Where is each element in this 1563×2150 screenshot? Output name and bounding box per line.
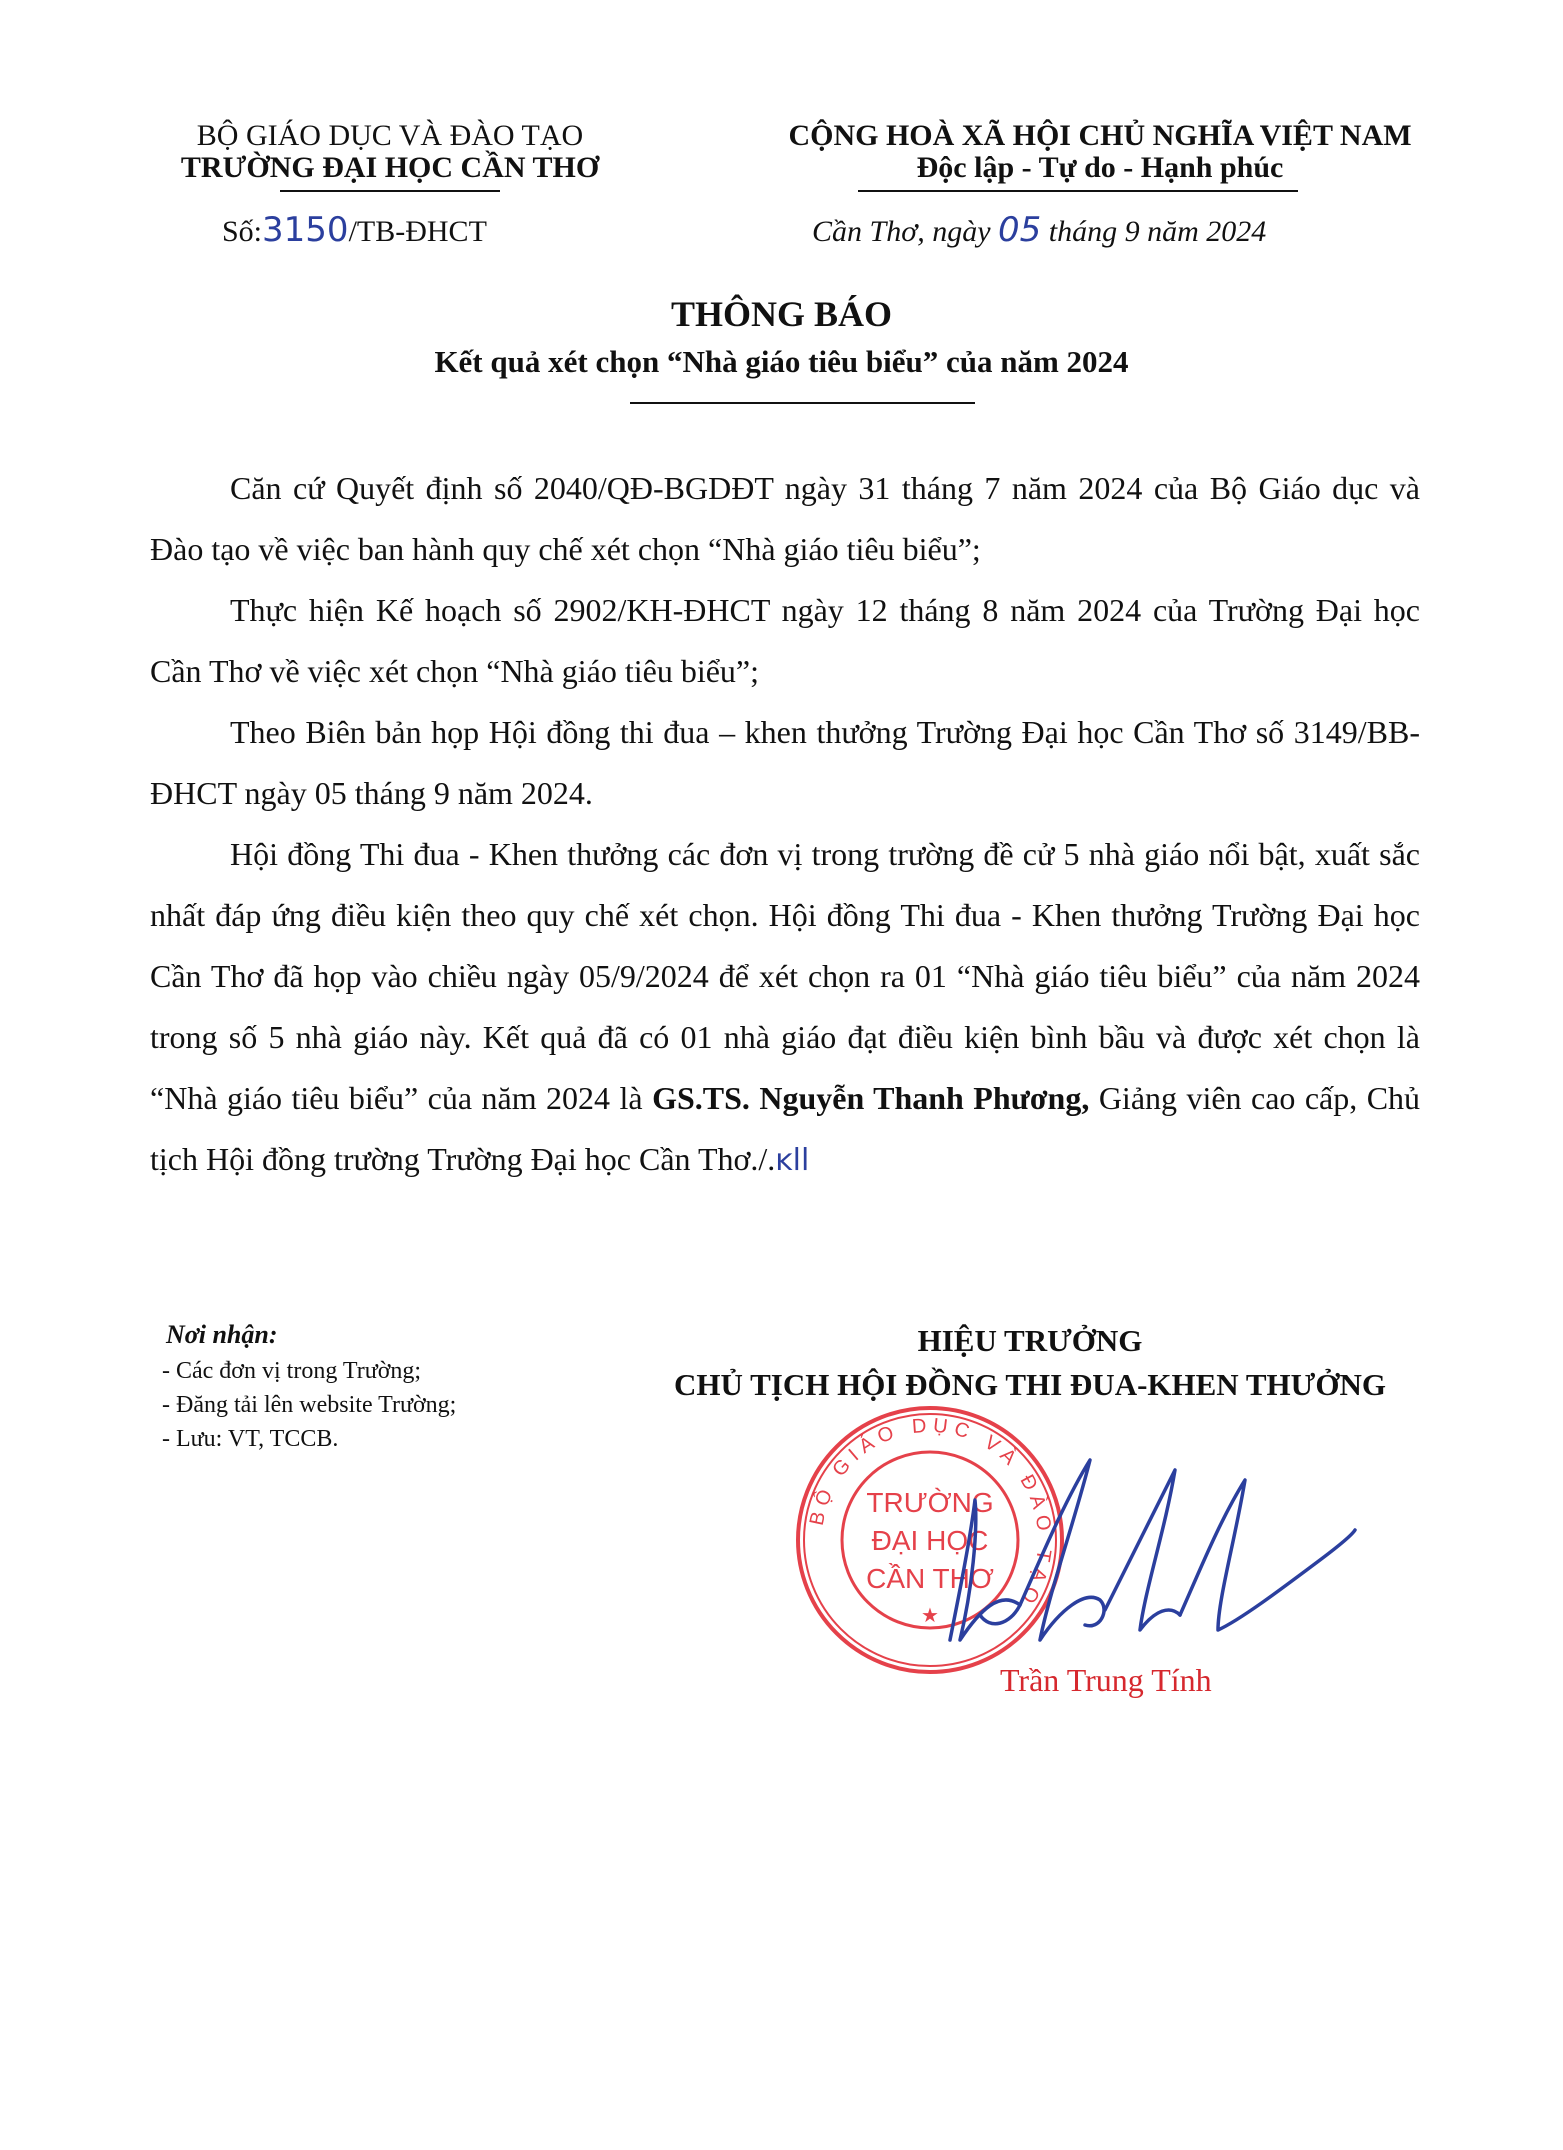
motto-underline xyxy=(858,190,1298,192)
document-title: THÔNG BÁO xyxy=(670,294,893,334)
seal-line-2: ĐẠI HỌC xyxy=(871,1525,989,1556)
number-suffix: /TB-ĐHCT xyxy=(348,215,487,248)
seal-line-3: CẦN THƠ xyxy=(866,1563,994,1594)
number-handwritten: 3150 xyxy=(262,210,349,250)
number-prefix: Số: xyxy=(222,215,263,248)
paragraph-4 xyxy=(150,824,1420,1191)
seal-line-1: TRƯỜNG xyxy=(866,1487,994,1518)
recipient-item: - Các đơn vị trong Trường; xyxy=(162,1358,422,1384)
date-prefix: Cần Thơ, ngày xyxy=(812,215,991,248)
seal-outer-text: BỘ GIÁO DỤC VÀ ĐÀO TẠO xyxy=(805,1414,1056,1613)
handwritten-initials: ĸll xyxy=(775,1143,810,1178)
date-suffix: tháng 9 năm 2024 xyxy=(1048,215,1267,248)
university-name: TRƯỜNG ĐẠI HỌC CẦN THƠ xyxy=(180,151,600,184)
signer-title-1: HIỆU TRƯỞNG xyxy=(917,1323,1143,1358)
recipient-item: - Lưu: VT, TCCB. xyxy=(162,1426,339,1452)
paragraph-4-text: Hội đồng Thi đua - Khen thưởng các đơn vị trong trường đề cử 5 nhà giáo nổi bật, xuất sắc nhất đáp ứng điều kiện theo quy chế xét chọn. Hội đồng Thi đua - Khen thưởng Trường Đại học Cần Thơ đã họp vào chiều ngày 05/9/2024 để xét chọn ra 01 “Nhà giáo tiêu biểu” của năm 2024 trong số 5 nhà giáo này. Kết quả đã có 01 nhà giáo đạt điều kiện bình bầu và được xét chọn là “Nhà giáo tiêu biểu” của năm 2024 là xyxy=(150,836,1420,1116)
signer-name: Trần Trung Tính xyxy=(1000,1662,1212,1698)
seal-star-icon: ★ xyxy=(921,1603,939,1627)
paragraph-4-rest: Giảng viên cao cấp, Chủ tịch Hội đồng trường Trường Đại học Cần Thơ./. xyxy=(150,1080,1421,1177)
title-underline xyxy=(630,402,975,404)
recipient-item: - Đăng tải lên website Trường; xyxy=(162,1392,457,1418)
handwritten-signature xyxy=(900,1440,1360,1680)
header-left-underline xyxy=(280,190,500,192)
document-subtitle: Kết quả xét chọn “Nhà giáo tiêu biểu” của năm 2024 xyxy=(434,344,1129,379)
paragraph-3: Theo Biên bản họp Hội đồng thi đua – khen thưởng Trường Đại học Cần Thơ số 3149/BB-ĐHCT ngày 05 tháng 9 năm 2024. xyxy=(150,714,1420,811)
issue-date xyxy=(812,212,1266,250)
paragraph-2: Thực hiện Kế hoạch số 2902/KH-ĐHCT ngày 12 tháng 8 năm 2024 của Trường Đại học Cần Thơ về việc xét chọn “Nhà giáo tiêu biểu”; xyxy=(150,592,1420,689)
paragraph-1: Căn cứ Quyết định số 2040/QĐ-BGDĐT ngày 31 tháng 7 năm 2024 của Bộ Giáo dục và Đào tạo về việc ban hành quy chế xét chọn “Nhà giáo tiêu biểu”; xyxy=(150,470,1420,567)
document-number xyxy=(222,212,487,250)
recipients-heading: Nơi nhận: xyxy=(166,1320,278,1349)
date-day-handwritten: 05 xyxy=(998,210,1042,250)
honoree-name: GS.TS. Nguyễn Thanh Phương, xyxy=(652,1080,1090,1116)
country-name: CỘNG HOÀ XÃ HỘI CHỦ NGHĨA VIỆT NAM xyxy=(788,119,1412,152)
signer-title-2: CHỦ TỊCH HỘI ĐỒNG THI ĐUA-KHEN THƯỞNG xyxy=(674,1367,1386,1402)
ministry-name: BỘ GIÁO DỤC VÀ ĐÀO TẠO xyxy=(196,119,584,152)
national-motto: Độc lập - Tự do - Hạnh phúc xyxy=(916,151,1284,184)
